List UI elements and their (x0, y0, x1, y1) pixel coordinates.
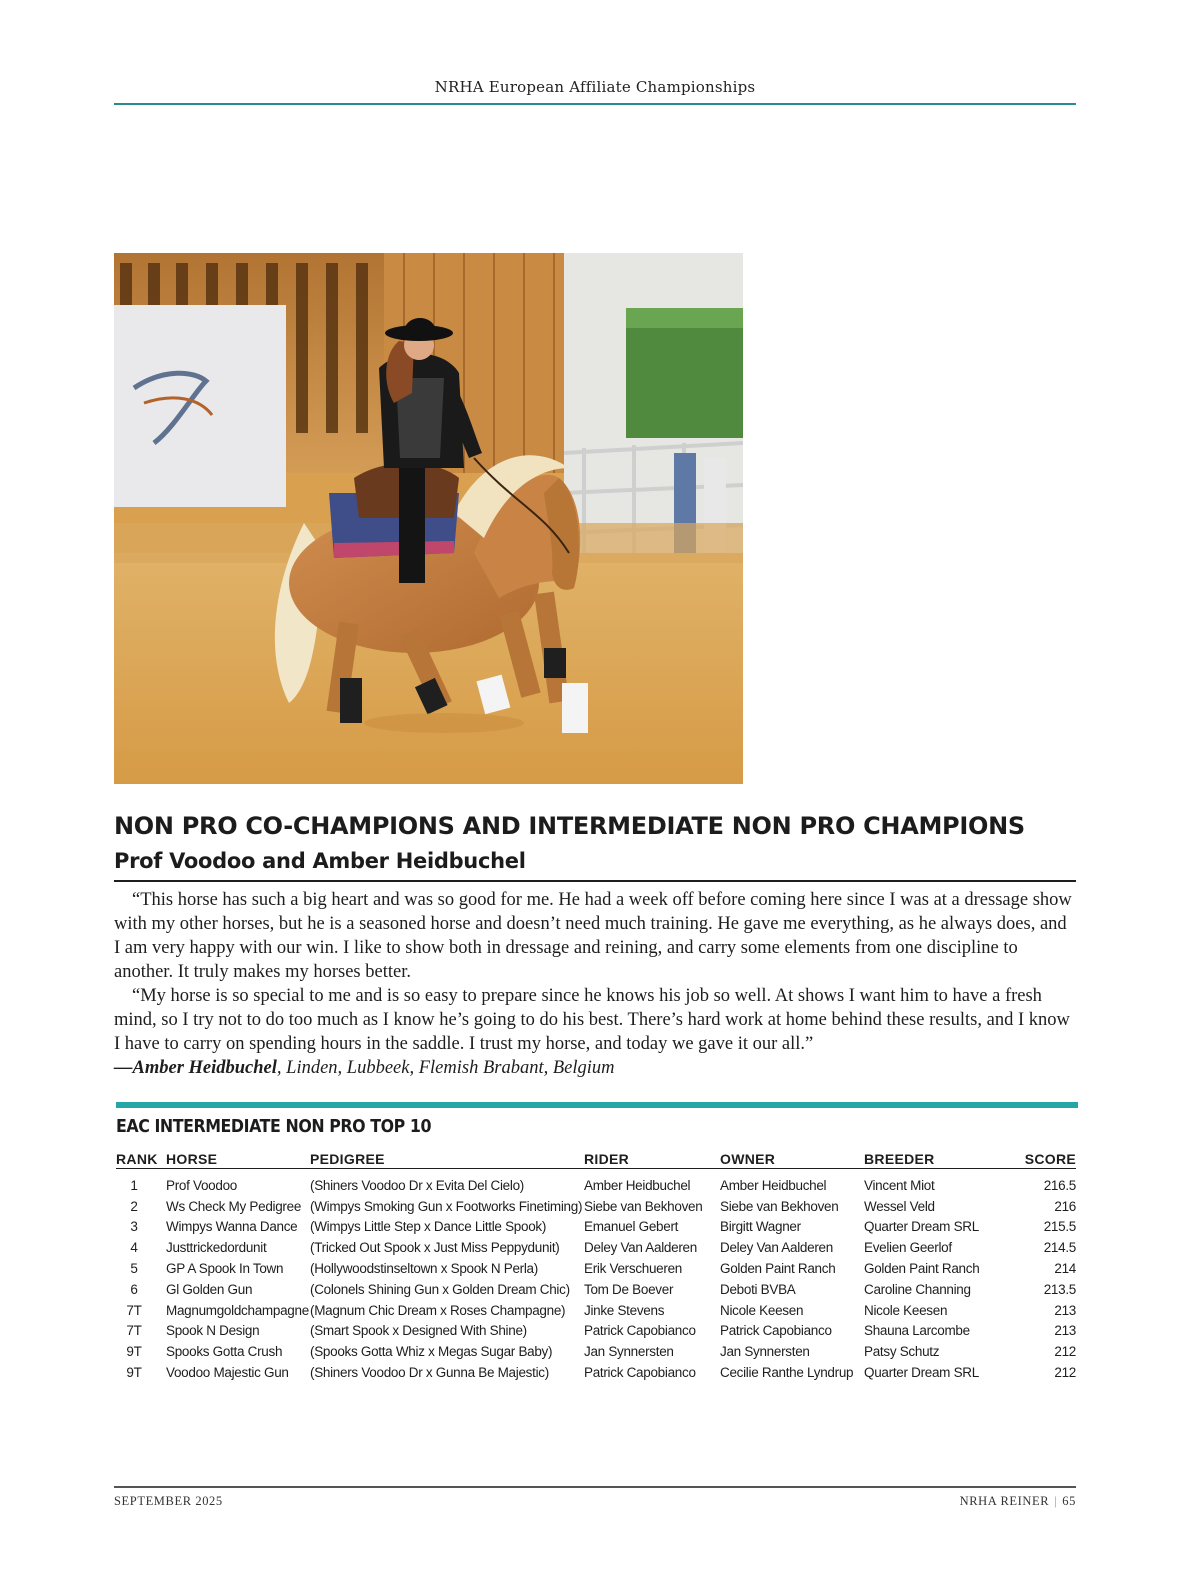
pedigree-cell: (Colonels Shining Gun x Golden Dream Chic) (310, 1281, 570, 1297)
pedigree-cell: (Shiners Voodoo Dr x Gunna Be Majestic) (310, 1365, 549, 1381)
owner-cell: Birgitt Wagner (720, 1219, 801, 1235)
rider-cell: Amber Heidbuchel (584, 1177, 691, 1193)
rank-cell: 7T (126, 1302, 142, 1318)
table-row (116, 1237, 1076, 1258)
horse-cell: GP A Spook In Town (166, 1261, 284, 1277)
breeder-cell: Shauna Larcombe (864, 1323, 970, 1339)
table-row (116, 1258, 1076, 1279)
table-header-row (116, 1146, 1076, 1169)
breeder-cell: Nicole Keesen (864, 1302, 948, 1318)
pedigree-cell: (Hollywoodstinseltown x Spook N Perla) (310, 1261, 538, 1277)
rank-cell: 9T (126, 1365, 142, 1381)
pedigree-cell: (Magnum Chic Dream x Roses Champagne) (310, 1302, 566, 1318)
article-body (114, 888, 1076, 1080)
quote-paragraph: “My horse is so special to me and is so easy to prepare since he knows his job so well. At shows I want him to have a fresh mind, so I try not to do too much as I know he’s going to do his best. There’s hard work at home behind these results, and I know I have to carry on spending hours in the saddle. I trust my horse, and today we gave it our all.” (114, 986, 1070, 1054)
table-row (116, 1362, 1076, 1383)
breeder-cell: Golden Paint Ranch (864, 1261, 980, 1277)
column-header-rank: RANK (116, 1146, 152, 1169)
rider-cell: Tom De Boever (584, 1281, 674, 1297)
breeder-cell: Wessel Veld (864, 1198, 935, 1214)
owner-cell: Cecilie Ranthe Lyndrup (720, 1365, 854, 1381)
score-cell: 213.5 (1043, 1281, 1076, 1297)
rider-cell: Emanuel Gebert (584, 1219, 679, 1235)
score-cell: 213 (1054, 1302, 1076, 1318)
table-row (116, 1169, 1076, 1196)
rider-cell: Erik Verschueren (584, 1261, 682, 1277)
attribution-name: —Amber Heidbuchel (114, 1058, 277, 1078)
results-table-title: EAC INTERMEDIATE NON PRO TOP 10 (116, 1116, 432, 1137)
breeder-cell: Quarter Dream SRL (864, 1365, 979, 1381)
horse-and-rider-photo (114, 253, 743, 784)
breeder-cell: Caroline Channing (864, 1281, 971, 1297)
footer-folio (960, 1494, 1076, 1509)
owner-cell: Golden Paint Ranch (720, 1261, 836, 1277)
score-cell: 216 (1054, 1198, 1076, 1214)
rank-cell: 2 (130, 1198, 138, 1214)
rank-cell: 1 (130, 1177, 138, 1193)
owner-cell: Amber Heidbuchel (720, 1177, 827, 1193)
article-title: NON PRO CO-CHAMPIONS AND INTERMEDIATE NON PRO CHAMPIONS (114, 812, 1025, 840)
table-row (116, 1196, 1076, 1217)
pedigree-cell: (Smart Spook x Designed With Shine) (310, 1323, 527, 1339)
pedigree-cell: (Wimpys Smoking Gun x Footworks Finetiming) (310, 1198, 583, 1214)
breeder-cell: Vincent Miot (864, 1177, 935, 1193)
magazine-name: NRHA REINER (959, 1494, 1050, 1508)
table-row (116, 1300, 1076, 1321)
rank-cell: 4 (130, 1240, 138, 1256)
pedigree-cell: (Wimpys Little Step x Dance Little Spook) (310, 1219, 547, 1235)
quote-attribution (114, 1056, 1076, 1080)
column-header-breeder: BREEDER (864, 1146, 1006, 1169)
score-cell: 216.5 (1043, 1177, 1076, 1193)
rank-cell: 9T (126, 1344, 142, 1360)
score-cell: 214 (1054, 1261, 1076, 1277)
horse-cell: Justtrickedordunit (166, 1240, 267, 1256)
rider-cell: Jan Synnersten (584, 1344, 674, 1360)
horse-cell: Wimpys Wanna Dance (166, 1219, 298, 1235)
table-row (116, 1217, 1076, 1238)
pedigree-cell: (Tricked Out Spook x Just Miss Peppydunit) (310, 1240, 560, 1256)
horse-cell: Magnumgoldchampagne (166, 1302, 309, 1318)
table-row (116, 1341, 1076, 1362)
breeder-cell: Patsy Schutz (864, 1344, 940, 1360)
horse-cell: Ws Check My Pedigree (166, 1198, 302, 1214)
column-header-score: SCORE (1006, 1146, 1076, 1169)
rank-cell: 5 (130, 1261, 138, 1277)
issue-date: SEPTEMBER 2025 (114, 1494, 223, 1508)
horse-cell: Spooks Gotta Crush (166, 1344, 283, 1360)
score-cell: 212 (1054, 1365, 1076, 1381)
page-number: 65 (1062, 1494, 1076, 1508)
running-title: NRHA European Affiliate Championships (434, 78, 756, 96)
owner-cell: Deley Van Aalderen (720, 1240, 833, 1256)
table-row (116, 1321, 1076, 1342)
quote-paragraph: “This horse has such a big heart and was so good for me. He had a week off before coming here since I was at a dressage show with my other horses, but he is a seasoned horse and doesn’t need much training. He gave me everything, as he always does, and I am very happy with our win. I like to show both in dressage and reining, and carry some elements from one discipline to another. It truly makes my horses better. (114, 890, 1072, 982)
rider-cell: Siebe van Bekhoven (584, 1198, 703, 1214)
score-cell: 212 (1054, 1344, 1076, 1360)
score-cell: 215.5 (1043, 1219, 1076, 1235)
results-table (116, 1146, 1076, 1383)
table-accent-bar (116, 1102, 1078, 1108)
rider-cell: Patrick Capobianco (584, 1365, 696, 1381)
column-header-horse: HORSE (152, 1146, 310, 1169)
horse-cell: Spook N Design (166, 1323, 260, 1339)
table-row (116, 1279, 1076, 1300)
header-divider (114, 103, 1076, 105)
column-header-rider: RIDER (584, 1146, 720, 1169)
title-divider (114, 880, 1076, 882)
score-cell: 214.5 (1043, 1240, 1076, 1256)
rank-cell: 7T (126, 1323, 142, 1339)
horse-cell: Gl Golden Gun (166, 1281, 253, 1297)
rider-cell: Jinke Stevens (584, 1302, 665, 1318)
footer-divider (114, 1486, 1076, 1488)
footer-separator: | (1054, 1494, 1058, 1508)
owner-cell: Jan Synnersten (720, 1344, 810, 1360)
horse-cell: Voodoo Majestic Gun (166, 1365, 289, 1381)
pedigree-cell: (Shiners Voodoo Dr x Evita Del Cielo) (310, 1177, 524, 1193)
owner-cell: Patrick Capobianco (720, 1323, 832, 1339)
column-header-owner: OWNER (720, 1146, 864, 1169)
rider-cell: Patrick Capobianco (584, 1323, 696, 1339)
rider-cell: Deley Van Aalderen (584, 1240, 697, 1256)
horse-cell: Prof Voodoo (166, 1177, 238, 1193)
owner-cell: Siebe van Bekhoven (720, 1198, 839, 1214)
rank-cell: 6 (130, 1281, 138, 1297)
pedigree-cell: (Spooks Gotta Whiz x Megas Sugar Baby) (310, 1344, 553, 1360)
rank-cell: 3 (130, 1219, 138, 1235)
breeder-cell: Evelien Geerlof (864, 1240, 952, 1256)
score-cell: 213 (1054, 1323, 1076, 1339)
article-subtitle: Prof Voodoo and Amber Heidbuchel (114, 849, 526, 873)
column-header-pedigree: PEDIGREE (310, 1146, 584, 1169)
breeder-cell: Quarter Dream SRL (864, 1219, 979, 1235)
owner-cell: Deboti BVBA (720, 1281, 796, 1297)
owner-cell: Nicole Keesen (720, 1302, 804, 1318)
attribution-place: , Linden, Lubbeek, Flemish Brabant, Belgium (276, 1058, 615, 1078)
